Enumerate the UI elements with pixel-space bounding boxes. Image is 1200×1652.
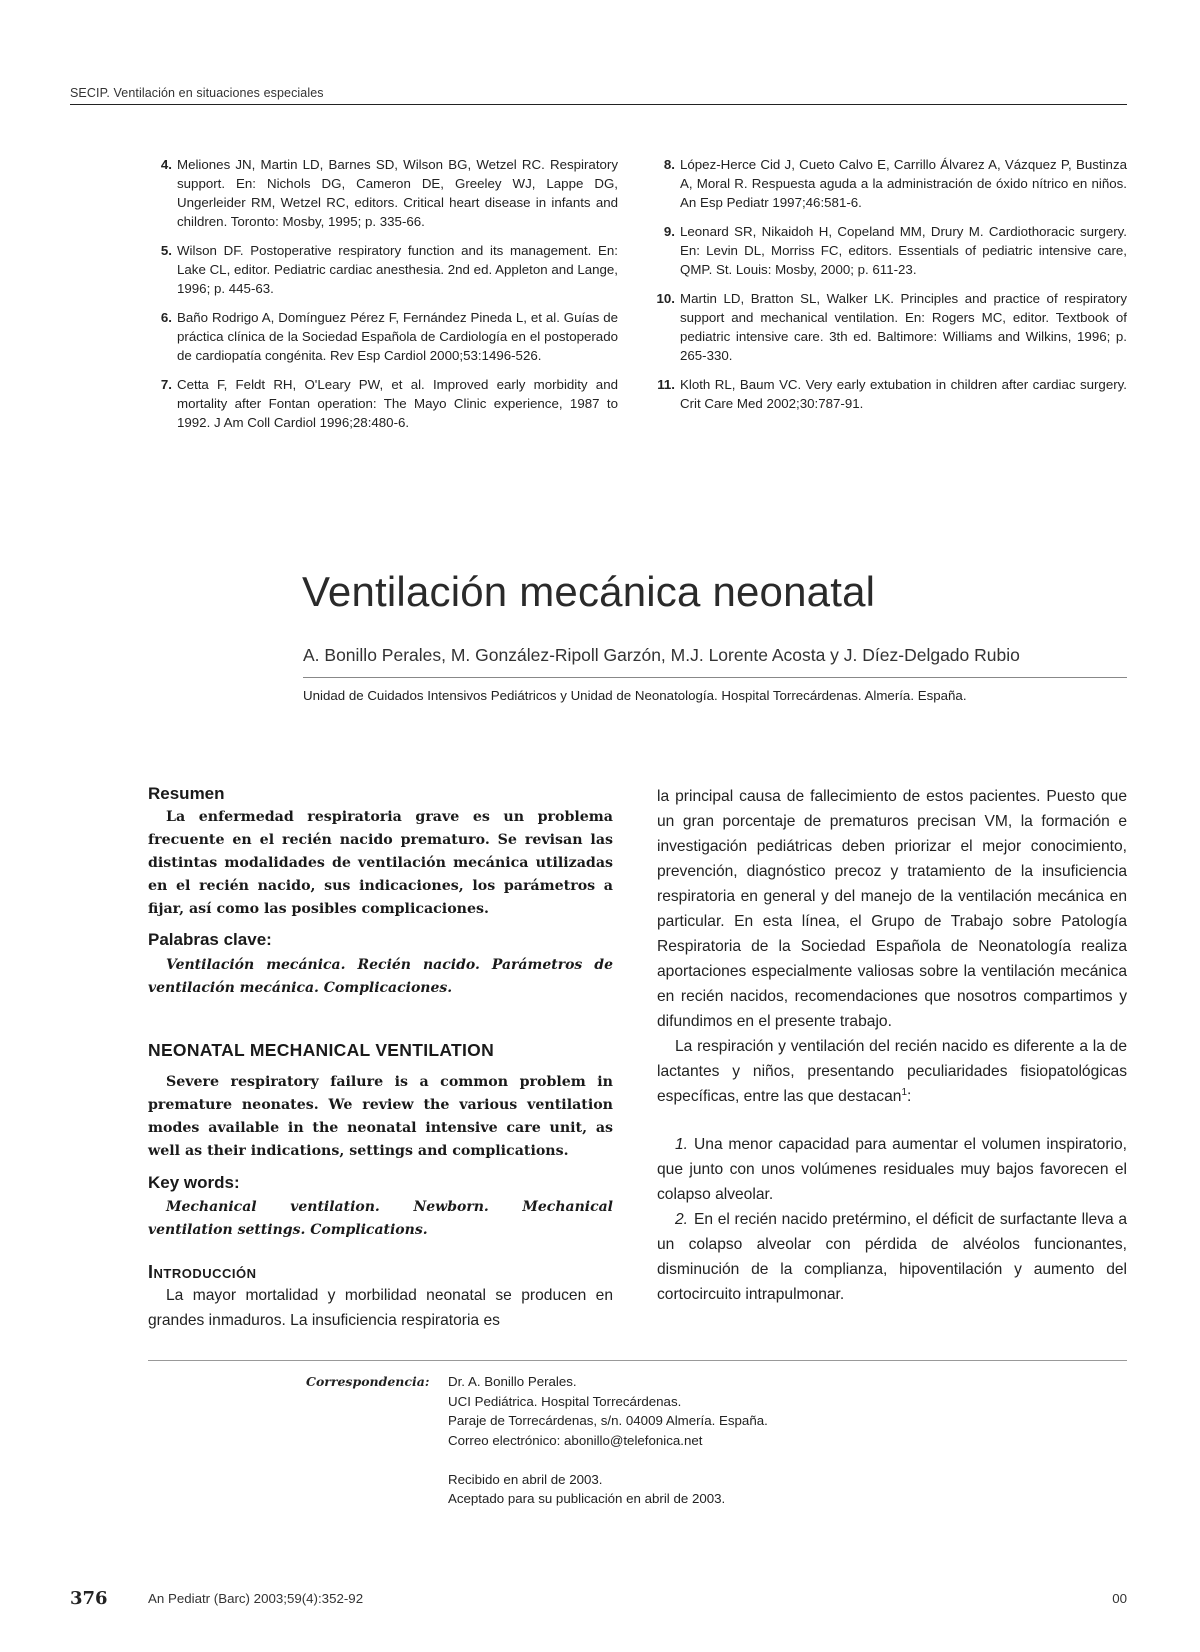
reference-item xyxy=(152,241,618,298)
abstract-en-body: Severe respiratory failure is a common problem in premature neonates. We review the various ventilation modes available in the neonatal intensive care unit, as well as their indications, settings and complications. xyxy=(148,1074,613,1159)
citation-superscript: 1 xyxy=(901,1086,908,1098)
intro-heading: Introducción xyxy=(148,1262,257,1282)
reference-text: Cetta F, Feldt RH, O'Leary PW, et al. Improved early morbidity and mortality after Fontan operation: The Mayo Clinic experience, 1987 to 1992. J Am Coll Cardiol 1996;28:480-6. xyxy=(177,377,618,430)
title-rule xyxy=(303,677,1127,678)
reference-item xyxy=(651,289,1127,365)
references-right xyxy=(651,155,1127,423)
accepted-date: Aceptado para su publicación en abril de 2003. xyxy=(448,1491,726,1506)
header-rule xyxy=(70,104,1127,105)
palabras-clave-heading: Palabras clave: xyxy=(148,930,272,949)
reference-number: 7. xyxy=(160,377,172,392)
list-item-number: 2. xyxy=(675,1211,689,1228)
reference-number: 6. xyxy=(160,310,172,325)
intro-text xyxy=(148,1283,613,1333)
correspondence-block xyxy=(448,1372,768,1509)
correspondence-label: Correspondencia: xyxy=(306,1374,430,1389)
body-paragraph-2-end: : xyxy=(907,1088,912,1105)
reference-text: Baño Rodrigo A, Domínguez Pérez F, Fernández Pineda L, et al. Guías de práctica clínica de la Sociedad Española de Cardiología en el postoperado de cardiopatía congénita. Rev Esp Cardiol 2000;53:1496-526. xyxy=(177,310,618,363)
reference-number: 4. xyxy=(160,157,172,172)
received-date: Recibido en abril de 2003. xyxy=(448,1471,603,1487)
reference-text: López-Herce Cid J, Cueto Calvo E, Carrillo Álvarez A, Vázquez P, Bustinza A, Moral R. Respuesta aguda a la administración de óxido nítrico en niños. An Esp Pediatr 1997;46:581-6. xyxy=(680,157,1127,210)
resumen-heading: Resumen xyxy=(148,784,225,803)
references-left xyxy=(152,155,618,442)
key-words-text xyxy=(148,1196,613,1242)
correspondence-email: Correo electrónico: abonillo@telefonica.net xyxy=(448,1432,703,1448)
english-title: NEONATAL MECHANICAL VENTILATION xyxy=(148,1040,495,1060)
correspondence-rule xyxy=(148,1360,1127,1361)
list-item-text: En el recién nacido pretérmino, el déficit de surfactante lleva a un colapso alveolar con pérdida de alvéolos funcionantes, disminución de la complianza, hipoventilación y aumento del cortocircuito intrapulmonar. xyxy=(657,1211,1127,1303)
reference-text: Kloth RL, Baum VC. Very early extubation in children after cardiac surgery. Crit Care Med 2002;30:787-91. xyxy=(680,377,1127,411)
article-affiliation: Unidad de Cuidados Intensivos Pediátricos y Unidad de Neonatología. Hospital Torrecárdenas. Almería. España. xyxy=(303,688,967,703)
body-paragraph-2-text: La respiración y ventilación del recién nacido es diferente a la de lactantes y niños, presentando peculiaridades fisiopatológicas específicas, entre las que destacan xyxy=(657,1038,1127,1105)
reference-item xyxy=(651,155,1127,212)
resumen-text xyxy=(148,806,613,921)
reference-number: 5. xyxy=(160,243,172,258)
abstract-en-text xyxy=(148,1071,613,1163)
key-words-body: Mechanical ventilation. Newborn. Mechanical ventilation settings. Complications. xyxy=(148,1199,613,1238)
body-paragraph-2 xyxy=(657,1034,1127,1109)
reference-item xyxy=(152,375,618,432)
correspondence-line: UCI Pediátrica. Hospital Torrecárdenas. xyxy=(448,1393,682,1409)
reference-number: 8. xyxy=(663,157,675,172)
intro-body: La mayor mortalidad y morbilidad neonatal se producen en grandes inmaduros. La insuficiencia respiratoria es xyxy=(148,1287,613,1329)
reference-item xyxy=(152,308,618,365)
body-paragraph-1: la principal causa de fallecimiento de estos pacientes. Puesto que un gran porcentaje de prematuros precisan VM, la formación e investigación pediátricas deben priorizar el mejor conocimiento, prevención, diagnóstico precoz y tratamiento de la insuficiencia respiratoria en general y del manejo de la ventilación mecánica en particular. En esta línea, el Grupo de Trabajo sobre Patología Respiratoria de la Sociedad Española de Neonatología realiza aportaciones especialmente valiosas sobre la ventilación mecánica en recién nacidos, recomendaciones que nosotros compartimos y difundimos en el presente trabajo. xyxy=(657,788,1127,1030)
journal-citation: An Pediatr (Barc) 2003;59(4):352-92 xyxy=(148,1591,364,1606)
list-item-1 xyxy=(657,1132,1127,1207)
key-words-heading: Key words: xyxy=(148,1173,240,1192)
correspondence-line: Paraje de Torrecárdenas, s/n. 04009 Almería. España. xyxy=(448,1413,768,1428)
reference-number: 10. xyxy=(656,291,675,306)
resumen-body: La enfermedad respiratoria grave es un problema frecuente en el recién nacido prematuro. Se revisan las distintas modalidades de ventilación mecánica utilizadas en el recién nacido, sus indicaciones, los parámetros a fijar, así como las posibles complicaciones. xyxy=(148,809,613,917)
reference-text: Leonard SR, Nikaidoh H, Copeland MM, Drury M. Cardiothoracic surgery. En: Levin DL, Morriss FC, editors. Essentials of pediatric intensive care, QMP. St. Louis: Mosby, 2000; p. 611-23. xyxy=(680,224,1127,277)
palabras-clave-text xyxy=(148,954,613,1000)
reference-number: 9. xyxy=(663,224,675,239)
article-authors: A. Bonillo Perales, M. González-Ripoll Garzón, M.J. Lorente Acosta y J. Díez-Delgado Rubio xyxy=(303,645,1020,665)
page-number: 376 xyxy=(70,1588,108,1609)
reference-text: Martin LD, Bratton SL, Walker LK. Principles and practice of respiratory support and mechanical ventilation. En: Rogers MC, editor. Textbook of pediatric intensive care. 3th ed. Baltimore: Williams and Wilkins, 1996; p. 265-330. xyxy=(680,291,1127,363)
reference-text: Wilson DF. Postoperative respiratory function and its management. En: Lake CL, editor. Pediatric cardiac anesthesia. 2nd ed. Appleton and Lange, 1996; p. 445-63. xyxy=(177,243,618,296)
footer-code: 00 xyxy=(1112,1591,1127,1606)
reference-number: 11. xyxy=(657,377,675,392)
reference-text: Meliones JN, Martin LD, Barnes SD, Wilson BG, Wetzel RC. Respiratory support. En: Nichols DG, Cameron DE, Greeley WJ, Lappe DG, Ungerleider RM, Wetzel RC, editors. Critical heart disease in infants and children. Toronto: Mosby, 1995; p. 335-66. xyxy=(177,157,618,229)
list-item-text: Una menor capacidad para aumentar el volumen inspiratorio, que junto con unos volúmenes residuales muy bajos favorecen el colapso alveolar. xyxy=(657,1136,1127,1203)
list-item-2 xyxy=(657,1207,1127,1307)
right-column xyxy=(657,784,1127,1307)
reference-item xyxy=(651,222,1127,279)
left-column xyxy=(148,783,613,1333)
correspondence-line: Dr. A. Bonillo Perales. xyxy=(448,1374,577,1389)
palabras-clave-body: Ventilación mecánica. Recién nacido. Parámetros de ventilación mecánica. Complicaciones. xyxy=(148,957,613,996)
article-title: Ventilación mecánica neonatal xyxy=(302,568,876,615)
list-item-number: 1. xyxy=(675,1136,689,1153)
reference-item xyxy=(651,375,1127,413)
reference-item xyxy=(152,155,618,231)
running-head: SECIP. Ventilación en situaciones especiales xyxy=(70,86,324,100)
